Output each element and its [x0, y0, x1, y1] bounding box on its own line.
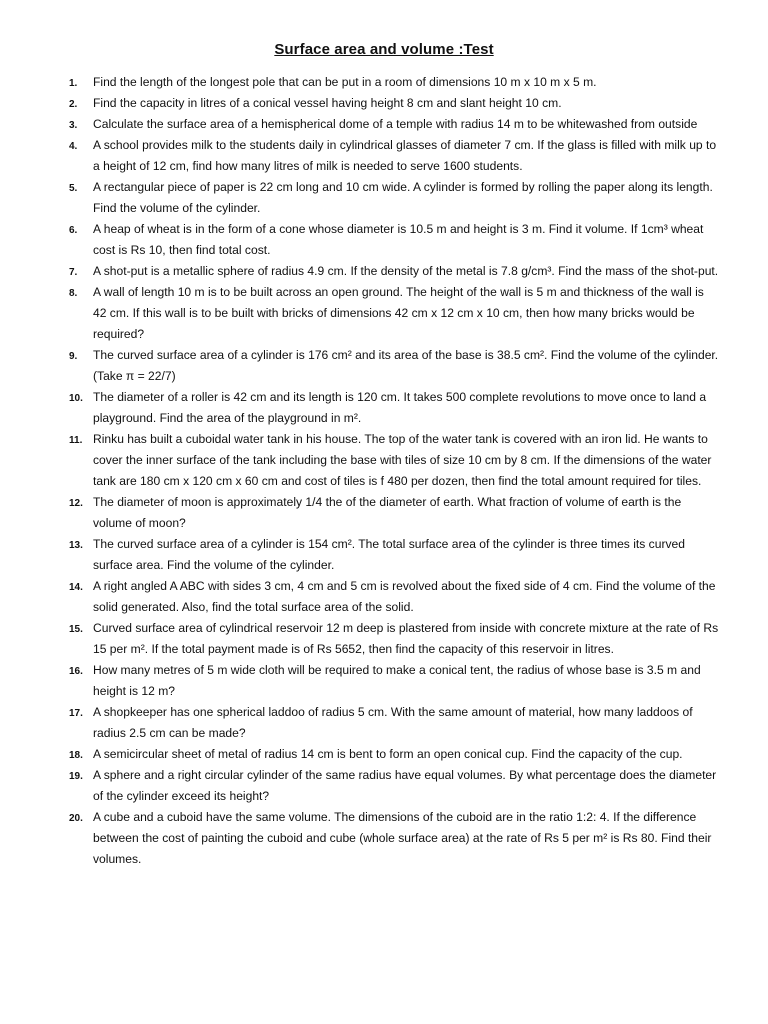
- question-number: 17.: [69, 708, 83, 719]
- page-title: Surface area and volume :Test: [274, 41, 494, 58]
- question-number: 3.: [69, 120, 78, 131]
- question-item: [0, 765, 768, 807]
- question-item: [0, 744, 768, 765]
- question-text: A shopkeeper has one spherical laddoo of radius 5 cm. With the same amount of material, how many laddoos of radius 2.5 cm can be made?: [93, 705, 693, 740]
- question-number: 15.: [69, 624, 83, 635]
- question-text: The curved surface area of a cylinder is 176 cm² and its area of the base is 38.5 cm². Find the volume of the cylinder. (Take π = 22/7): [93, 348, 719, 383]
- question-number: 8.: [69, 288, 78, 299]
- question-number: 18.: [69, 750, 83, 761]
- question-text: A semicircular sheet of metal of radius 14 cm is bent to form an open conical cup. Find the capacity of the cup.: [93, 747, 683, 761]
- question-item: [0, 72, 768, 93]
- question-number: 19.: [69, 771, 83, 782]
- question-item: [0, 345, 768, 387]
- question-number: 6.: [69, 225, 78, 236]
- question-text: Rinku has built a cuboidal water tank in his house. The top of the water tank is covered with an iron lid. He wants to cover the inner surface of the tank including the base with tiles of size 10 cm by 8 cm. If the dimensions of the water tank are 180 cm x 120 cm x 60 cm and cost of tiles is f 480 per dozen, then find the total amount required for tiles.: [93, 432, 712, 488]
- question-item: [0, 282, 768, 345]
- question-number: 12.: [69, 498, 83, 509]
- question-item: [0, 387, 768, 429]
- question-number: 16.: [69, 666, 83, 677]
- question-item: [0, 618, 768, 660]
- question-number: 14.: [69, 582, 83, 593]
- question-text: The diameter of a roller is 42 cm and its length is 120 cm. It takes 500 complete revolutions to move once to land a playground. Find the area of the playground in m².: [93, 390, 707, 425]
- question-item: [0, 177, 768, 219]
- question-item: [0, 660, 768, 702]
- question-number: 5.: [69, 183, 78, 194]
- question-text: A right angled A ABC with sides 3 cm, 4 cm and 5 cm is revolved about the fixed side of 4 cm. Find the volume of the solid generated. Also, find the total surface area of the solid.: [93, 579, 716, 614]
- question-text: Find the length of the longest pole that can be put in a room of dimensions 10 m x 10 m x 5 m.: [93, 75, 597, 89]
- question-text: A rectangular piece of paper is 22 cm long and 10 cm wide. A cylinder is formed by rolling the paper along its length. Find the volume of the cylinder.: [93, 180, 713, 215]
- question-item: [0, 702, 768, 744]
- question-text: The diameter of moon is approximately 1/4 the of the diameter of earth. What fraction of volume of earth is the volume of moon?: [93, 495, 682, 530]
- question-text: A heap of wheat is in the form of a cone whose diameter is 10.5 m and height is 3 m. Find it volume. If 1cm³ wheat cost is Rs 10, then find total cost.: [93, 222, 704, 257]
- question-item: [0, 576, 768, 618]
- question-text: Curved surface area of cylindrical reservoir 12 m deep is plastered from inside with concrete mixture at the rate of Rs 15 per m². If the total payment made is of Rs 5652, then find the capacity of this reservoir in litres.: [93, 621, 719, 656]
- question-list: [0, 72, 768, 870]
- question-item: [0, 93, 768, 114]
- question-item: [0, 219, 768, 261]
- question-text: A wall of length 10 m is to be built across an open ground. The height of the wall is 5 m and thickness of the wall is 42 cm. If this wall is to be built with bricks of dimensions 42 cm x 12 cm x 10 cm, then how many bricks would be required?: [93, 285, 704, 341]
- question-item: [0, 492, 768, 534]
- question-number: 2.: [69, 99, 78, 110]
- question-item: [0, 429, 768, 492]
- question-number: 1.: [69, 78, 78, 89]
- question-number: 13.: [69, 540, 83, 551]
- question-text: A sphere and a right circular cylinder of the same radius have equal volumes. By what percentage does the diameter of the cylinder exceed its height?: [93, 768, 717, 803]
- question-number: 20.: [69, 813, 83, 824]
- question-item: [0, 261, 768, 282]
- question-text: A cube and a cuboid have the same volume. The dimensions of the cuboid are in the ratio 1:2: 4. If the difference between the cost of painting the cuboid and cube (whole surface area) at the rate of Rs 5 per m² is Rs 80. Find their volumes.: [93, 810, 712, 866]
- question-number: 10.: [69, 393, 83, 404]
- question-item: [0, 534, 768, 576]
- question-text: A school provides milk to the students daily in cylindrical glasses of diameter 7 cm. If the glass is filled with milk up to a height of 12 cm, find how many litres of milk is needed to serve 1600 students.: [93, 138, 717, 173]
- question-item: [0, 135, 768, 177]
- question-text: Find the capacity in litres of a conical vessel having height 8 cm and slant height 10 cm.: [93, 96, 562, 110]
- question-number: 9.: [69, 351, 78, 362]
- question-text: How many metres of 5 m wide cloth will be required to make a conical tent, the radius of whose base is 3.5 m and height is 12 m?: [93, 663, 701, 698]
- question-number: 4.: [69, 141, 78, 152]
- question-text: A shot-put is a metallic sphere of radius 4.9 cm. If the density of the metal is 7.8 g/cm³. Find the mass of the shot-put.: [93, 264, 719, 278]
- question-text: Calculate the surface area of a hemispherical dome of a temple with radius 14 m to be whitewashed from outside: [93, 117, 698, 131]
- question-item: [0, 114, 768, 135]
- question-number: 11.: [69, 435, 83, 446]
- question-item: [0, 807, 768, 870]
- question-number: 7.: [69, 267, 78, 278]
- question-text: The curved surface area of a cylinder is 154 cm². The total surface area of the cylinder is three times its curved surface area. Find the volume of the cylinder.: [93, 537, 685, 572]
